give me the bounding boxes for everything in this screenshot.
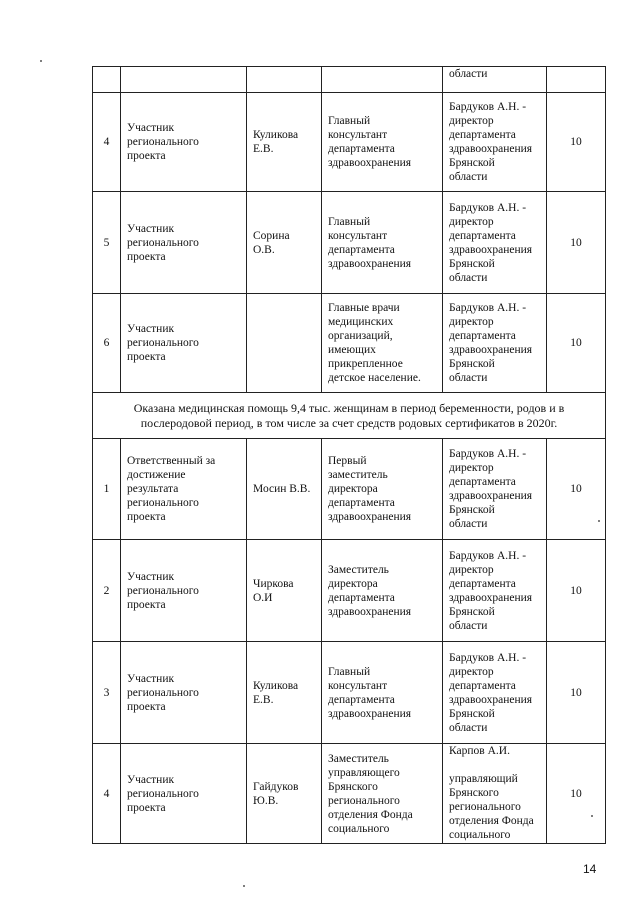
role-cell: Участник регионального проекта [121,642,247,744]
supervisor-cell: Бардуков А.Н. - директор департамента здравоохранения Брянской области [443,642,547,744]
scan-speck [40,60,42,62]
row-number: 5 [93,192,121,294]
role-cell: Участник регионального проекта [121,540,247,642]
name-cell: Сорина О.В. [247,192,322,294]
position-cell: Главный консультант департамента здравоохранения [322,93,443,192]
responsibility-table [92,66,606,844]
value-cell: 10 [547,93,606,192]
value-cell: 10 [547,744,606,844]
name-cell [247,67,322,93]
role-cell: Участник регионального проекта [121,744,247,844]
role-cell [121,67,247,93]
table-row [93,439,606,540]
value-cell: 10 [547,439,606,540]
position-cell: Заместитель управляющего Брянского регионального отделения Фонда социального [322,744,443,844]
row-number: 6 [93,294,121,393]
section-row [93,393,606,439]
row-number [93,67,121,93]
supervisor-cell: области [443,67,547,93]
scan-speck [598,520,600,522]
row-number: 2 [93,540,121,642]
position-cell: Главный консультант департамента здравоохранения [322,642,443,744]
value-cell: 10 [547,294,606,393]
name-cell: Куликова Е.В. [247,93,322,192]
row-number: 4 [93,744,121,844]
scan-speck [591,815,593,817]
value-cell: 10 [547,642,606,744]
name-cell [247,294,322,393]
value-cell [547,67,606,93]
name-cell: Чиркова О.И [247,540,322,642]
supervisor-cell: Бардуков А.Н. - директор департамента здравоохранения Брянской области [443,540,547,642]
position-cell [322,67,443,93]
position-cell: Заместитель директора департамента здравоохранения [322,540,443,642]
role-cell: Участник регионального проекта [121,93,247,192]
position-cell: Главный консультант департамента здравоохранения [322,192,443,294]
page-number: 14 [583,862,597,876]
role-cell: Участник регионального проекта [121,192,247,294]
role-cell: Ответственный за достижение результата регионального проекта [121,439,247,540]
name-cell: Куликова Е.В. [247,642,322,744]
value-cell: 10 [547,540,606,642]
supervisor-cell: Бардуков А.Н. - директор департамента здравоохранения Брянской области [443,294,547,393]
role-cell: Участник регионального проекта [121,294,247,393]
table-row [93,642,606,744]
table-row [93,192,606,294]
table-row [93,93,606,192]
supervisor-cell: Бардуков А.Н. - директор департамента здравоохранения Брянской области [443,93,547,192]
supervisor-cell: Бардуков А.Н. - директор департамента здравоохранения Брянской области [443,192,547,294]
table-row [93,67,606,93]
value-cell: 10 [547,192,606,294]
document-page [92,66,605,844]
table-row [93,294,606,393]
table-row [93,540,606,642]
row-number: 1 [93,439,121,540]
name-cell: Гайдуков Ю.В. [247,744,322,844]
section-heading: Оказана медицинская помощь 9,4 тыс. женщинам в период беременности, родов и в послеродовой период, в том числе за счет средств родовых сертификатов в 2020г. [93,393,606,439]
position-cell: Главные врачи медицинских организаций, имеющих прикрепленное детское население. [322,294,443,393]
supervisor-cell: Бардуков А.Н. - директор департамента здравоохранения Брянской области [443,439,547,540]
row-number: 4 [93,93,121,192]
name-cell: Мосин В.В. [247,439,322,540]
supervisor-cell: Карпов А.И. управляющий Брянского регионального отделения Фонда социального [443,744,547,844]
table-row [93,744,606,844]
row-number: 3 [93,642,121,744]
scan-speck [243,885,245,887]
position-cell: Первый заместитель директора департамента здравоохранения [322,439,443,540]
